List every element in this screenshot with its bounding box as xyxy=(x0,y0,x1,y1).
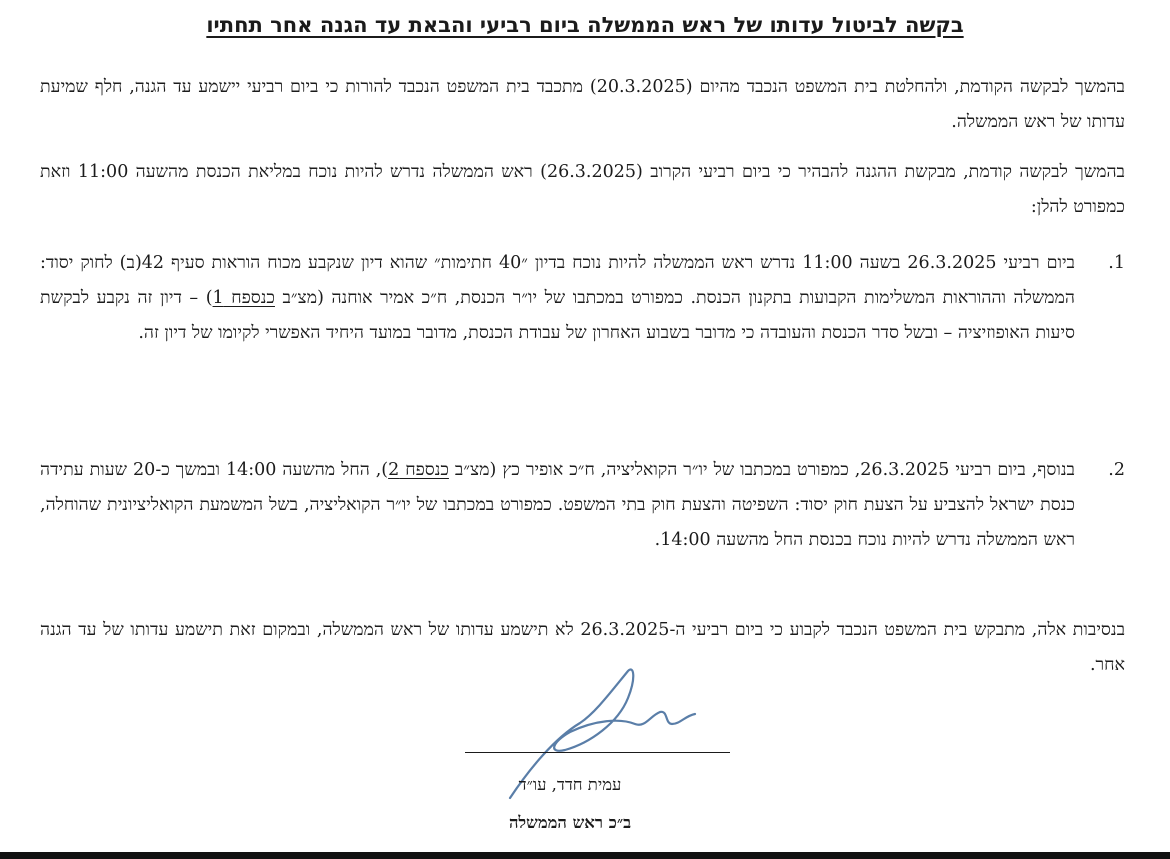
bottom-border xyxy=(0,852,1170,859)
annex-reference: כנספח 2 xyxy=(388,460,449,480)
paragraph-request: בנסיבות אלה, מתבקש בית המשפט הנכבד לקבוע כי ביום רביעי ה-26.3.2025 לא תישמע עדותו של ראש הממשלה, ובמקום זאת תישמע עדותו של עד הגנה אחר. xyxy=(40,620,1126,675)
signer-role: ב״כ ראש הממשלה xyxy=(508,813,632,832)
list-item-number: 2. xyxy=(1108,460,1125,480)
list-item-number: 1. xyxy=(1108,253,1125,273)
annex-reference: כנספח 1 xyxy=(212,288,275,308)
list-item-text-after: ), החל מהשעה 14:00 ובמשך כ-20 שעות עתידה כנסת ישראל להצביע על הצעת חוק יסוד: השפיטה והצעת חוק בתי המשפט. כמפורט במכתבו של יו״ר הקואליציה, בשל המשמעת הקואליציונית שהוחלה, ראש הממשלה נדרש להיות נוכח בכנסת החל מהשעה 14:00. xyxy=(40,460,1075,550)
signature-line xyxy=(465,752,730,753)
list-item-text-before: בנוסף, ביום רביעי 26.3.2025, כמפורט במכתבו של יו״ר הקואליציה, ח״כ אופיר כץ (מצ״ב xyxy=(448,460,1075,480)
list-item-text xyxy=(40,246,1075,351)
signer-name: עמית חדד, עו״ד xyxy=(518,775,622,794)
list-item-text-before: ביום רביעי 26.3.2025 בשעה 11:00 נדרש ראש הממשלה להיות נוכח בדיון ״40 חתימות״ שהוא דיון שנקבע מכוח הוראות סעיף 42(ב) לחוק יסוד: הממשלה וההוראות המשלימות הקבועות בתקנון הכנסת. כמפורט במכתבו של יו״ר הכנסת, ח״כ אמיר אוחנה (מצ״ב xyxy=(40,253,1075,308)
document-title-text: בקשה לביטול עדותו של ראש הממשלה ביום רביעי והבאת עד הגנה אחר תחתיו xyxy=(206,13,964,37)
list-item-text xyxy=(40,453,1075,558)
list-item-text-after: ) – דיון זה נקבע לבקשת סיעות האופוזיציה – ובשל סדר הכנסת והעובדה כי מדובר בשבוע האחרון של עבודת הכנסת, מדובר במועד היחיד האפשרי לקיומו של דיון זה. xyxy=(40,288,1075,343)
document-title xyxy=(70,10,1100,40)
list-item-2 xyxy=(40,453,1125,558)
paragraph-context: בהמשך לבקשה קודמת, מבקשת ההגנה להבהיר כי ביום רביעי הקרוב (26.3.2025) ראש הממשלה נדרש להיות נוכח במליאת הכנסת מהשעה 11:00 וזאת כמפורט להלן: xyxy=(40,162,1125,217)
paragraph-intro: בהמשך לבקשה הקודמת, ולהחלטת בית המשפט הנכבד מהיום (20.3.2025) מתכבד בית המשפט הנכבד להורות כי ביום רביעי יישמע עד הגנה, חלף שמיעת עדותו של ראש הממשלה. xyxy=(40,77,1125,132)
list-item-1 xyxy=(40,246,1125,351)
